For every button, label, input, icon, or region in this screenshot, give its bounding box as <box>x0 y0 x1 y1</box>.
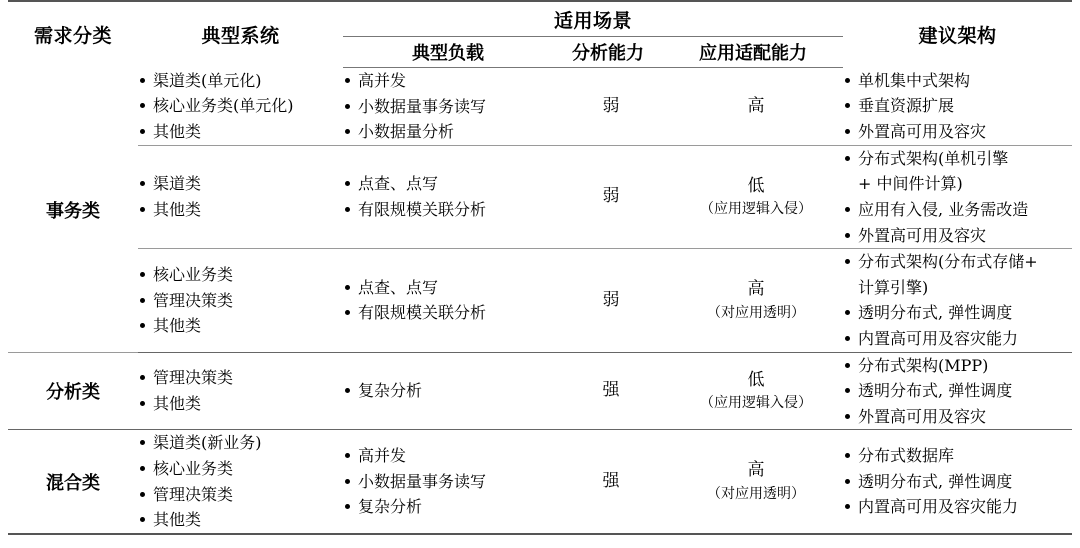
cell-loads <box>343 68 553 146</box>
list-item: 复杂分析 <box>343 378 553 404</box>
adapt-note: （对应用透明） <box>707 304 805 321</box>
adapt-value: 高 <box>747 279 765 300</box>
cell-systems <box>138 68 343 146</box>
table-row <box>8 430 1072 534</box>
systems-list <box>138 68 343 145</box>
header-app-adapt-capability: 应用适配能力 <box>663 37 843 68</box>
analysis-value: 弱 <box>602 186 620 207</box>
adapt-value: 高 <box>747 460 765 481</box>
list-item: 垂直资源扩展 <box>843 93 1072 119</box>
adapt-note: （应用逻辑入侵） <box>700 201 812 218</box>
list-item: 管理决策类 <box>138 482 343 508</box>
list-item: 分布式架构(MPP) <box>843 353 1072 379</box>
analysis-value: 强 <box>602 380 620 401</box>
cell-adapt <box>663 145 843 248</box>
list-item: 复杂分析 <box>343 494 553 520</box>
cell-arch <box>843 249 1072 352</box>
systems-list <box>138 171 343 222</box>
list-item: 透明分布式, 弹性调度 <box>843 378 1072 404</box>
list-item: 高并发 <box>343 443 553 469</box>
header-scenario-group: 适用场景 <box>343 1 843 37</box>
adapt-value: 低 <box>747 175 765 196</box>
table-header-row-top <box>8 1 1072 37</box>
cell-loads <box>343 430 553 534</box>
cell-arch <box>843 68 1072 146</box>
row-category-transaction: 事务类 <box>8 68 138 353</box>
adapt-note: （对应用透明） <box>707 485 805 502</box>
header-suggested-arch: 建议架构 <box>843 1 1072 68</box>
loads-list <box>343 68 553 145</box>
cell-systems <box>138 145 343 248</box>
header-analysis-capability: 分析能力 <box>553 37 663 68</box>
list-item: 有限规模关联分析 <box>343 197 553 223</box>
table-row <box>8 249 1072 352</box>
cell-arch <box>843 430 1072 534</box>
list-item: 管理决策类 <box>138 365 343 391</box>
list-item: 核心业务类(单元化) <box>138 93 343 119</box>
loads-list <box>343 443 553 520</box>
arch-list <box>843 68 1072 145</box>
list-item: 透明分布式, 弹性调度 <box>843 300 1072 326</box>
list-item: 内置高可用及容灾能力 <box>843 326 1072 352</box>
list-item: 分布式架构(单机引擎 <box>843 146 1072 172</box>
cell-adapt <box>663 249 843 352</box>
list-item: 外置高可用及容灾 <box>843 119 1072 145</box>
cell-systems <box>138 249 343 352</box>
list-item: 渠道类(新业务) <box>138 430 343 456</box>
cell-analysis <box>553 145 663 248</box>
list-item: 核心业务类 <box>138 456 343 482</box>
table-row <box>8 68 1072 146</box>
list-item: 有限规模关联分析 <box>343 300 553 326</box>
cell-analysis <box>553 249 663 352</box>
arch-list <box>843 249 1072 351</box>
loads-list <box>343 378 553 404</box>
arch-list <box>843 443 1072 520</box>
header-typical-system: 典型系统 <box>138 1 343 68</box>
arch-list <box>843 353 1072 430</box>
list-item: 其他类 <box>138 119 343 145</box>
list-item: 点查、点写 <box>343 275 553 301</box>
cell-loads <box>343 145 553 248</box>
systems-list <box>138 430 343 532</box>
list-item-continuation: 计算引擎) <box>858 277 929 297</box>
list-item: 单机集中式架构 <box>843 68 1072 94</box>
adapt-value: 低 <box>747 369 765 390</box>
adapt-note: （应用逻辑入侵） <box>700 395 812 412</box>
analysis-value: 强 <box>602 470 620 491</box>
systems-list <box>138 365 343 416</box>
list-item: 其他类 <box>138 313 343 339</box>
adapt-value: 高 <box>747 95 765 116</box>
cell-adapt <box>663 352 843 430</box>
list-item: 点查、点写 <box>343 171 553 197</box>
list-item: 内置高可用及容灾能力 <box>843 494 1072 520</box>
table-row <box>8 352 1072 430</box>
systems-list <box>138 262 343 339</box>
cell-adapt <box>663 430 843 534</box>
row-category-analytics: 分析类 <box>8 352 138 430</box>
list-item: 分布式数据库 <box>843 443 1072 469</box>
cell-adapt <box>663 68 843 146</box>
requirements-architecture-table <box>8 0 1072 535</box>
list-item: 应用有入侵, 业务需改造 <box>843 197 1072 223</box>
list-item: 渠道类 <box>138 171 343 197</box>
list-item: 其他类 <box>138 391 343 417</box>
list-item: 外置高可用及容灾 <box>843 223 1072 249</box>
cell-loads <box>343 352 553 430</box>
cell-analysis <box>553 352 663 430</box>
cell-arch <box>843 145 1072 248</box>
list-item: 管理决策类 <box>138 288 343 314</box>
cell-loads <box>343 249 553 352</box>
cell-systems <box>138 430 343 534</box>
cell-arch <box>843 352 1072 430</box>
list-item: 小数据量事务读写 <box>343 94 553 120</box>
cell-analysis <box>553 430 663 534</box>
row-category-hybrid: 混合类 <box>46 472 100 494</box>
list-item: 渠道类(单元化) <box>138 68 343 94</box>
list-item-continuation: + 中间件计算) <box>858 174 963 194</box>
analysis-value: 弱 <box>602 95 620 116</box>
header-req-category: 需求分类 <box>8 1 138 68</box>
list-item: 透明分布式, 弹性调度 <box>843 469 1072 495</box>
loads-list <box>343 171 553 222</box>
list-item: 小数据量事务读写 <box>343 469 553 495</box>
list-item: 高并发 <box>343 68 553 94</box>
table-row <box>8 145 1072 248</box>
list-item: 分布式架构(分布式存储+ <box>843 249 1072 275</box>
analysis-value: 弱 <box>602 289 620 310</box>
header-typical-load: 典型负载 <box>343 37 553 68</box>
cell-systems <box>138 352 343 430</box>
cell-analysis <box>553 68 663 146</box>
list-item: 其他类 <box>138 197 343 223</box>
list-item: 其他类 <box>138 507 343 533</box>
list-item: 核心业务类 <box>138 262 343 288</box>
list-item: 小数据量分析 <box>343 119 553 145</box>
loads-list <box>343 275 553 326</box>
arch-list <box>843 146 1072 248</box>
list-item: 外置高可用及容灾 <box>843 404 1072 430</box>
